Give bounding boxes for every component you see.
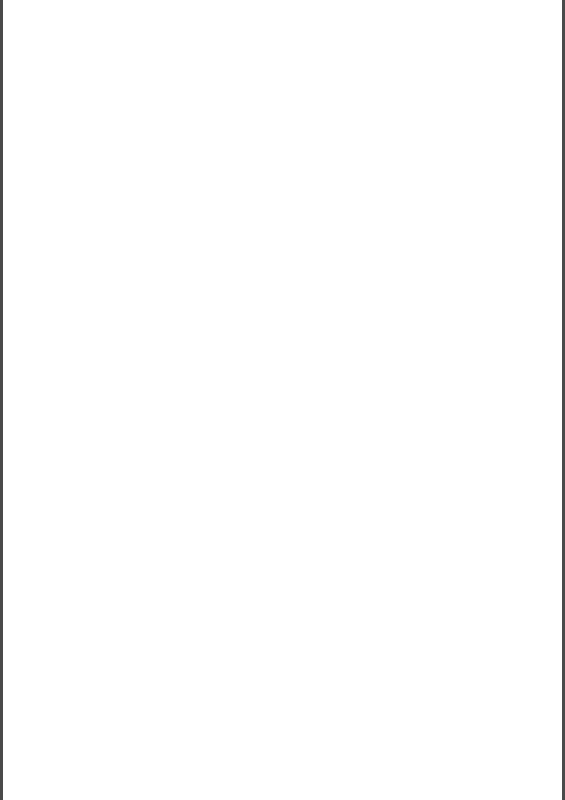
scan-edge-left — [0, 0, 3, 800]
